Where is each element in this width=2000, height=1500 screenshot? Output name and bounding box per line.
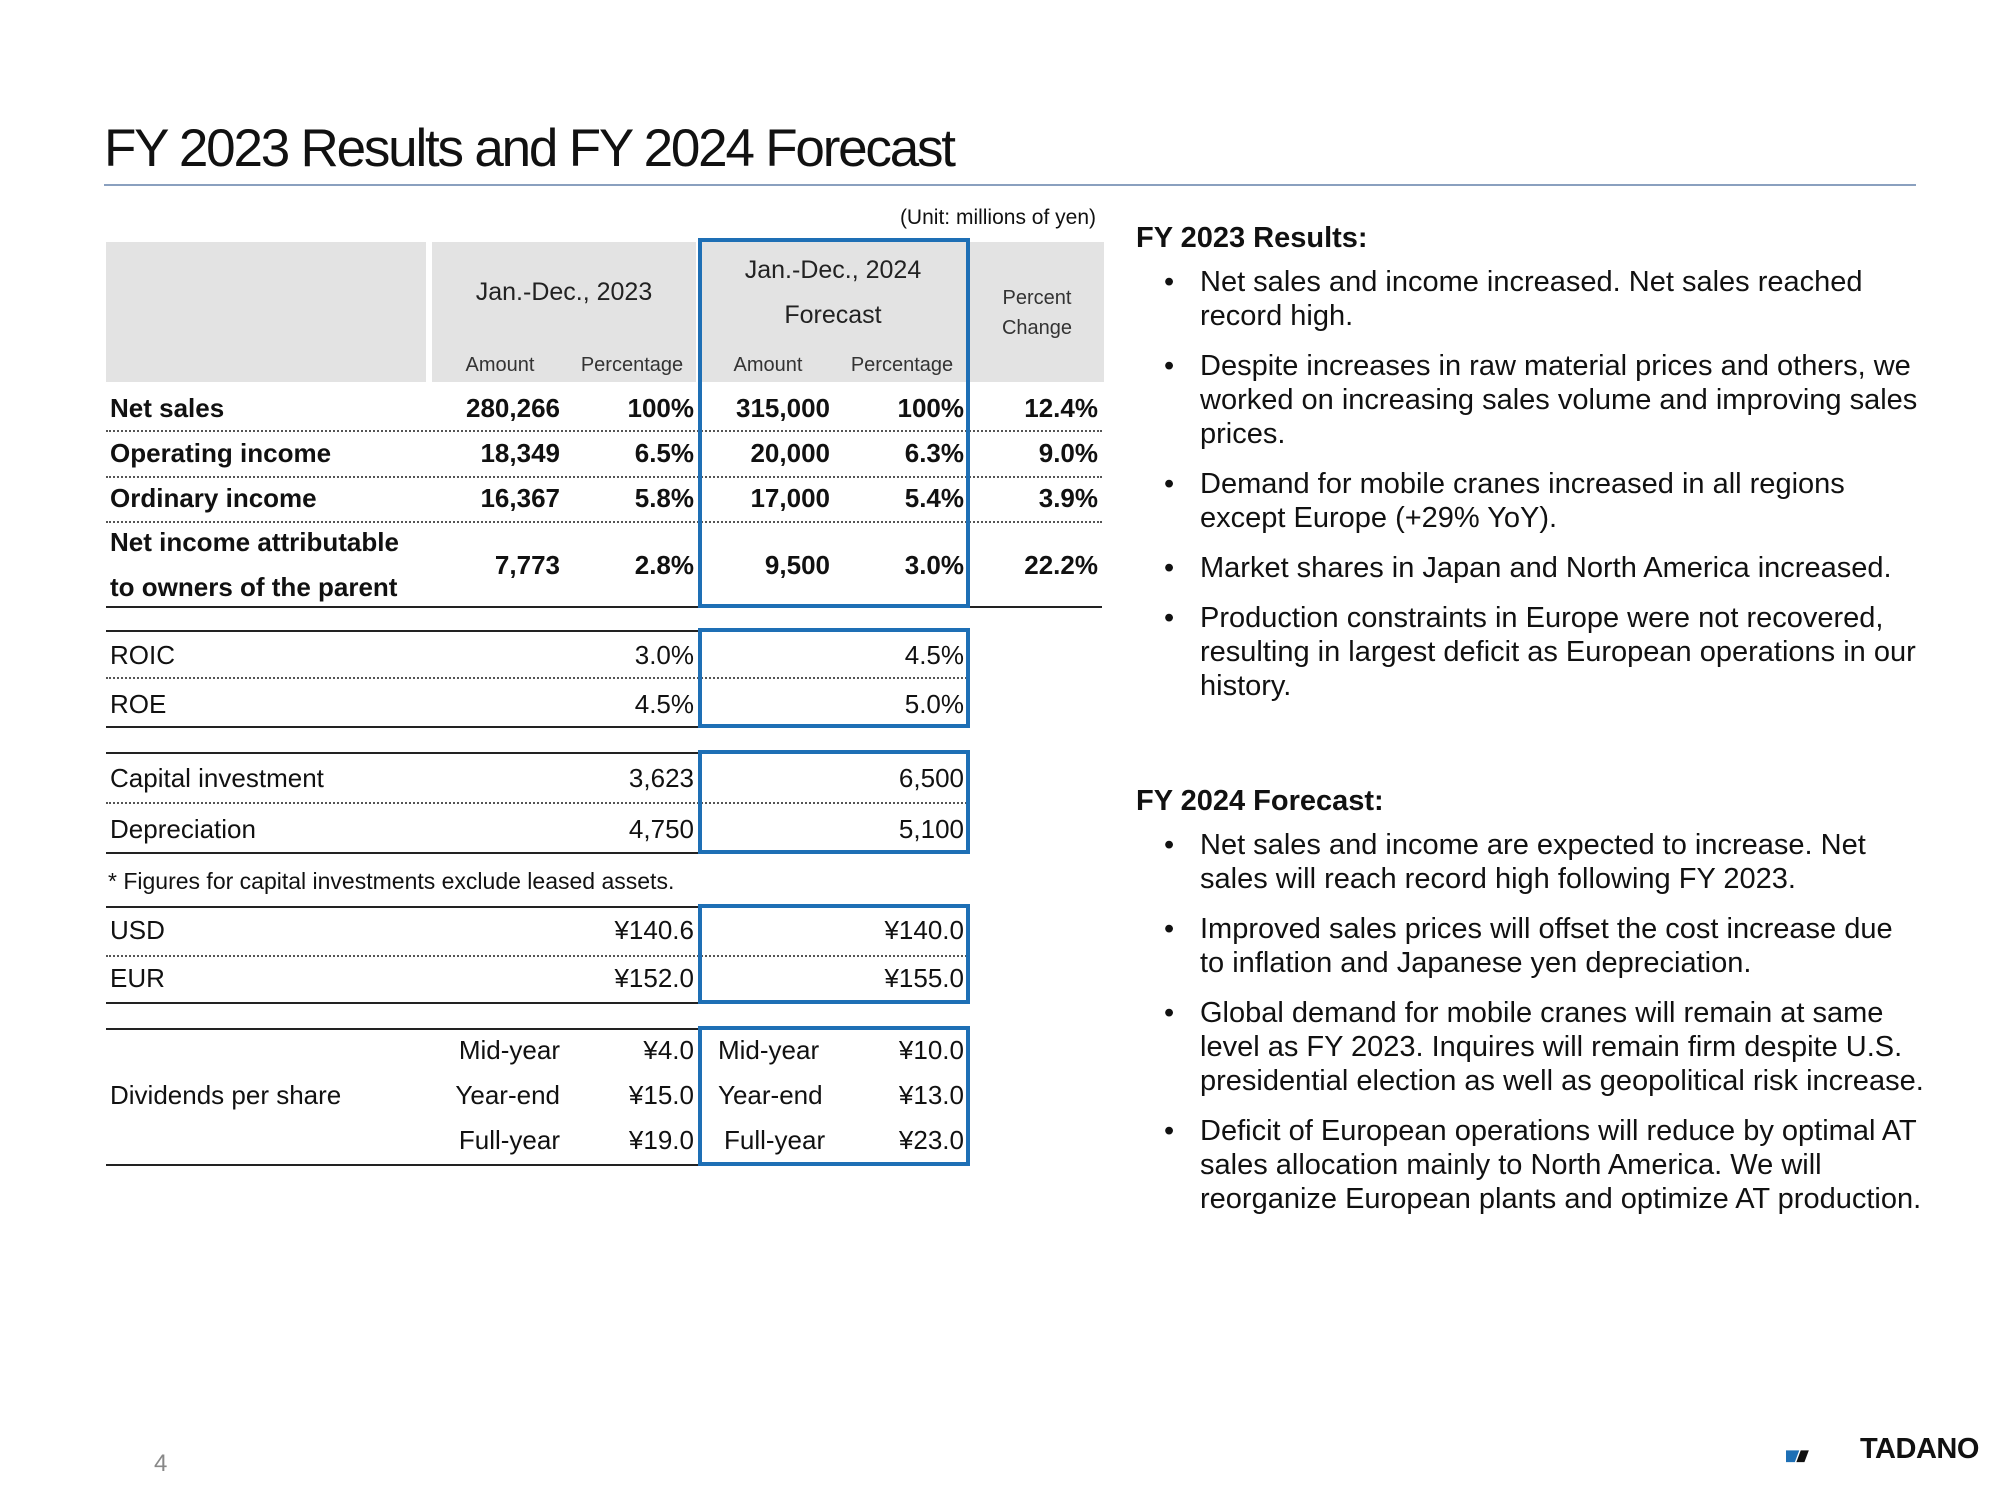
- forecast-highlight-capex: [698, 750, 970, 854]
- net-income-pct-2023: 2.8%: [634, 550, 694, 580]
- bullet-marker: •: [1164, 997, 1175, 1029]
- sub-amount-2024: Amount: [733, 354, 803, 376]
- header-change-line2: Change: [1001, 317, 1073, 339]
- dividend-period-2024: Full-year: [724, 1125, 826, 1155]
- net-income-amount-2024: 9,500: [764, 550, 830, 580]
- list-item: [1164, 1114, 1924, 1216]
- net-sales-amount-2023: 280,266: [466, 393, 560, 423]
- row-label-net-income-line1: Net income attributable: [110, 527, 399, 557]
- depreciation-2023: 4,750: [628, 814, 694, 844]
- row-label-usd: USD: [110, 915, 165, 945]
- dividend-value-2024: ¥10.0: [898, 1035, 964, 1065]
- list-item: [1164, 551, 1924, 585]
- dividend-period-2023: Full-year: [458, 1125, 560, 1155]
- net-sales-pct-2024: 100%: [897, 393, 964, 423]
- net-sales-change: 12.4%: [1024, 393, 1098, 423]
- header-2023: Jan.-Dec., 2023: [475, 278, 653, 306]
- roic-2023: 3.0%: [634, 640, 694, 670]
- forecast-bullet-list: [1164, 828, 1924, 1232]
- roic-2024: 4.5%: [904, 640, 964, 670]
- forecast-highlight-ratios: [698, 628, 970, 728]
- forecast-highlight-dividends: [698, 1026, 970, 1166]
- bullet-marker: •: [1164, 468, 1175, 500]
- bullet-text: Deficit of European operations will reduce by optimal AT sales allocation mainly to North America. We will reorganize European plants and optimize AT production.: [1200, 1115, 1922, 1215]
- roe-2023: 4.5%: [634, 689, 694, 719]
- dividend-value-2023: ¥4.0: [643, 1035, 694, 1065]
- bullet-text: Production constraints in Europe were not recovered, resulting in largest deficit as European operations in our history.: [1200, 602, 1916, 702]
- bullet-text: Demand for mobile cranes increased in all regions except Europe (+29% YoY).: [1200, 468, 1845, 534]
- list-item: [1164, 265, 1924, 333]
- net-income-change: 22.2%: [1024, 550, 1098, 580]
- sub-percentage-2023: Percentage: [580, 354, 684, 376]
- net-income-pct-2024: 3.0%: [904, 550, 964, 580]
- row-label-eur: EUR: [110, 963, 165, 993]
- dividend-period-2024: Year-end: [718, 1080, 823, 1110]
- dividend-value-2024: ¥23.0: [898, 1125, 964, 1155]
- bullet-text: Global demand for mobile cranes will remain at same level as FY 2023. Inquires will remain firm despite U.S. presidential election as well as geopolitical risk increase.: [1200, 997, 1924, 1097]
- net-sales-amount-2024: 315,000: [736, 393, 830, 423]
- bullet-marker: •: [1164, 829, 1175, 861]
- bullet-text: Despite increases in raw material prices and others, we worked on increasing sales volume and improving sales prices.: [1200, 350, 1918, 450]
- list-item: [1164, 996, 1924, 1098]
- list-item: [1164, 828, 1924, 896]
- row-label-roic: ROIC: [110, 640, 175, 670]
- logo-wordmark: TADANO: [1860, 1433, 1979, 1465]
- operating-income-amount-2023: 18,349: [480, 438, 560, 468]
- bullet-text: Net sales and income increased. Net sales reached record high.: [1200, 266, 1863, 332]
- bullet-marker: •: [1164, 602, 1175, 634]
- eur-2024: ¥155.0: [884, 963, 964, 993]
- capex-footnote: * Figures for capital investments exclude leased assets.: [108, 868, 675, 894]
- bullet-marker: •: [1164, 350, 1175, 382]
- ordinary-income-amount-2023: 16,367: [480, 483, 560, 513]
- title-divider: [104, 184, 1916, 186]
- depreciation-2024: 5,100: [898, 814, 964, 844]
- net-sales-pct-2023: 100%: [627, 393, 694, 423]
- header-change-line1: Percent: [1002, 287, 1072, 309]
- ordinary-income-change: 3.9%: [1038, 483, 1098, 513]
- results-heading: FY 2023 Results:: [1136, 222, 1368, 254]
- row-label-net-income-line2: to owners of the parent: [110, 572, 398, 602]
- list-item: [1164, 912, 1924, 980]
- forecast-highlight-fx: [698, 904, 970, 1004]
- dividend-period-2023: Year-end: [455, 1080, 560, 1110]
- list-item: [1164, 349, 1924, 451]
- capital-investment-2023: 3,623: [628, 763, 694, 793]
- ordinary-income-pct-2024: 5.4%: [904, 483, 964, 513]
- row-label-dividends: Dividends per share: [110, 1080, 342, 1110]
- header-bg-label: [106, 242, 426, 382]
- dividend-value-2023: ¥19.0: [628, 1125, 694, 1155]
- bullet-text: Improved sales prices will offset the cost increase due to inflation and Japanese yen depreciation.: [1200, 913, 1893, 979]
- ordinary-income-amount-2024: 17,000: [750, 483, 830, 513]
- tadano-logo-icon: [1786, 1432, 1856, 1476]
- row-label-capital-investment: Capital investment: [110, 763, 324, 793]
- row-label-roe: ROE: [110, 689, 167, 719]
- bullet-marker: •: [1164, 1115, 1175, 1147]
- operating-income-amount-2024: 20,000: [750, 438, 830, 468]
- bullet-text: Market shares in Japan and North America increased.: [1200, 552, 1892, 584]
- page-title: FY 2023 Results and FY 2024 Forecast: [104, 119, 954, 178]
- net-income-amount-2023: 7,773: [494, 550, 560, 580]
- row-label-net-sales: Net sales: [110, 393, 225, 423]
- row-label-operating-income: Operating income: [110, 438, 332, 468]
- usd-2024: ¥140.0: [884, 915, 964, 945]
- results-bullet-list: [1164, 265, 1924, 719]
- ordinary-income-pct-2023: 5.8%: [634, 483, 694, 513]
- dividend-value-2023: ¥15.0: [628, 1080, 694, 1110]
- roe-2024: 5.0%: [904, 689, 964, 719]
- operating-income-change: 9.0%: [1038, 438, 1098, 468]
- sub-percentage-2024: Percentage: [850, 354, 954, 376]
- header-2024-line2: Forecast: [784, 301, 882, 329]
- header-2024-line1: Jan.-Dec., 2024: [744, 256, 922, 284]
- eur-2023: ¥152.0: [614, 963, 694, 993]
- sub-amount-2023: Amount: [465, 354, 535, 376]
- dividend-period-2024: Mid-year: [718, 1035, 820, 1065]
- row-label-ordinary-income: Ordinary income: [110, 483, 317, 513]
- bullet-marker: •: [1164, 913, 1175, 945]
- header-bg-change: [970, 242, 1104, 382]
- bullet-marker: •: [1164, 266, 1175, 298]
- unit-note: (Unit: millions of yen): [899, 206, 1096, 229]
- list-item: [1164, 601, 1924, 703]
- operating-income-pct-2023: 6.5%: [634, 438, 694, 468]
- dividend-value-2024: ¥13.0: [898, 1080, 964, 1110]
- list-item: [1164, 467, 1924, 535]
- forecast-highlight-main: [698, 238, 970, 608]
- bullet-marker: •: [1164, 552, 1175, 584]
- operating-income-pct-2024: 6.3%: [904, 438, 964, 468]
- page-number: 4: [154, 1450, 168, 1477]
- forecast-heading: FY 2024 Forecast:: [1136, 785, 1384, 817]
- dividend-period-2023: Mid-year: [458, 1035, 560, 1065]
- capital-investment-2024: 6,500: [898, 763, 964, 793]
- row-label-depreciation: Depreciation: [110, 814, 256, 844]
- usd-2023: ¥140.6: [614, 915, 694, 945]
- bullet-text: Net sales and income are expected to increase. Net sales will reach record high following FY 2023.: [1200, 829, 1866, 895]
